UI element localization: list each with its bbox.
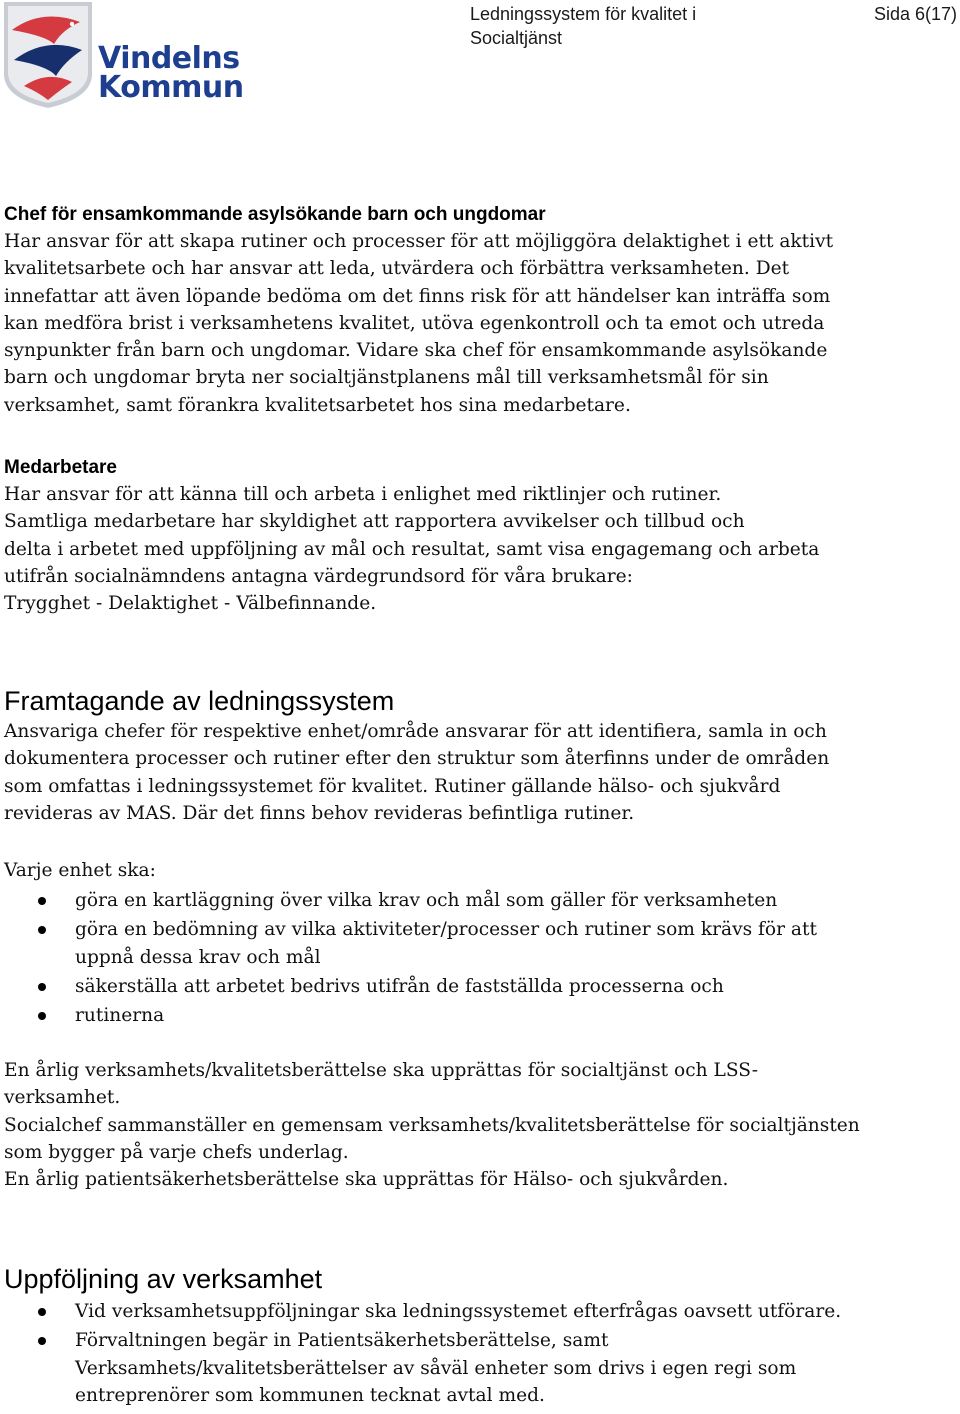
framtagande-closing <box>4 1057 956 1193</box>
bullet-text: Vid verksamhetsuppföljningar ska ledningssystemet efterfrågas oavsett utförare. <box>75 1301 842 1322</box>
paragraph-line: som bygger på varje chefs underlag. <box>4 1141 349 1163</box>
list-item <box>4 916 956 971</box>
paragraph-line: kvalitetsarbete och har ansvar att leda, utvärdera och förbättra verksamheten. Det <box>4 258 790 280</box>
paragraph-line: dokumentera processer och rutiner efter den struktur som återfinns under de områden <box>4 748 830 770</box>
paragraph-line: Samtliga medarbetare har skyldighet att rapportera avvikelser och tillbud och <box>4 511 745 533</box>
paragraph-line: Ansvariga chefer för respektive enhet/område ansvarar för att identifiera, samla in och <box>4 721 827 742</box>
paragraph-line: verksamhet, samt förankra kvalitetsarbetet hos sina medarbetare. <box>4 394 631 416</box>
bullet-text: Verksamhets/kvalitetsberättelser av såväl enheter som drivs i egen regi som <box>75 1357 797 1379</box>
framtagande-bullet-list <box>4 887 956 1029</box>
list-intro: Varje enhet ska: <box>4 860 156 881</box>
bullet-text: göra en kartläggning över vilka krav och mål som gäller för verksamheten <box>75 890 778 911</box>
page-number: Sida 6(17) <box>874 4 958 24</box>
paragraph-line: revideras av MAS. Där det finns behov revideras befintliga rutiner. <box>4 802 635 824</box>
bullet-text: Förvaltningen begär in Patientsäkerhetsberättelse, samt <box>75 1330 609 1352</box>
paragraph-line: En årlig verksamhets/kvalitetsberättelse ska upprättas för socialtjänst och LSS- <box>4 1060 759 1081</box>
bullet-text: rutinerna <box>75 1005 165 1027</box>
paragraph-line: utifrån socialnämndens antagna värdegrundsord för våra brukare: <box>4 565 633 587</box>
bullet-icon <box>38 1308 46 1316</box>
section-uppfoljning <box>4 1262 956 1409</box>
document-title-line2: Socialtjänst <box>470 28 563 48</box>
section-chef <box>4 201 956 419</box>
list-item <box>4 887 956 914</box>
vindelns-kommun-logo <box>2 0 242 112</box>
framtagande-list-intro <box>4 857 956 884</box>
list-item <box>4 1327 956 1409</box>
bullet-text: göra en bedömning av vilka aktiviteter/processer och rutiner som krävs för att <box>75 919 817 941</box>
paragraph-line: verksamhet. <box>4 1087 121 1109</box>
list-item <box>4 1298 956 1325</box>
section-framtagande <box>4 684 956 827</box>
bullet-icon <box>38 897 46 905</box>
paragraph-line: Trygghet - Delaktighet - Välbefinnande. <box>4 593 377 615</box>
bullet-icon <box>38 1012 46 1020</box>
uppfoljning-heading: Uppföljning av verksamhet <box>4 1264 323 1294</box>
framtagande-heading: Framtagande av ledningssystem <box>4 686 395 716</box>
list-item <box>4 1002 956 1029</box>
paragraph-line: Har ansvar för att känna till och arbeta i enlighet med riktlinjer och rutiner. <box>4 484 722 505</box>
bullet-icon <box>38 1337 46 1345</box>
list-item <box>4 973 956 1000</box>
bullet-text: entreprenörer som kommunen tecknat avtal med. <box>75 1384 545 1406</box>
logo-text-line1: Vindelns <box>98 41 240 76</box>
paragraph-line: som omfattas i ledningssystemet för kvalitet. Rutiner gällande hälso- och sjukvård <box>4 775 781 797</box>
bullet-text: säkerställa att arbetet bedrivs utifrån de fastställda processerna och <box>75 975 724 997</box>
bullet-text: uppnå dessa krav och mål <box>75 946 321 968</box>
medarbetare-heading: Medarbetare <box>4 457 117 478</box>
paragraph-line: En årlig patientsäkerhetsberättelse ska upprättas för Hälso- och sjukvården. <box>4 1169 729 1191</box>
fish-emblem-icon <box>2 0 94 110</box>
bullet-icon <box>38 926 46 934</box>
document-title <box>470 2 830 50</box>
paragraph-line: synpunkter från barn och ungdomar. Vidare ska chef för ensamkommande asylsökande <box>4 340 828 362</box>
paragraph-line: Socialchef sammanställer en gemensam verksamhets/kvalitetsberättelse för socialtjänsten <box>4 1114 860 1136</box>
chef-heading: Chef för ensamkommande asylsökande barn och ungdomar <box>4 204 546 225</box>
section-medarbetare <box>4 454 956 617</box>
paragraph-line: barn och ungdomar bryta ner socialtjänstplanens mål till verksamhetsmål för sin <box>4 367 769 389</box>
paragraph-line: kan medföra brist i verksamhetens kvalitet, utöva egenkontroll och ta emot och utreda <box>4 312 825 334</box>
paragraph-line: delta i arbetet med uppföljning av mål och resultat, samt visa engagemang och arbeta <box>4 538 820 560</box>
document-title-line1: Ledningssystem för kvalitet i <box>470 4 697 24</box>
paragraph-line: Har ansvar för att skapa rutiner och processer för att möjliggöra delaktighet i ett aktivt <box>4 231 834 252</box>
paragraph-line: innefattar att även löpande bedöma om det finns risk för att händelser kan inträffa som <box>4 285 831 307</box>
logo-text-line2: Kommun <box>98 70 244 105</box>
bullet-icon <box>38 983 46 991</box>
